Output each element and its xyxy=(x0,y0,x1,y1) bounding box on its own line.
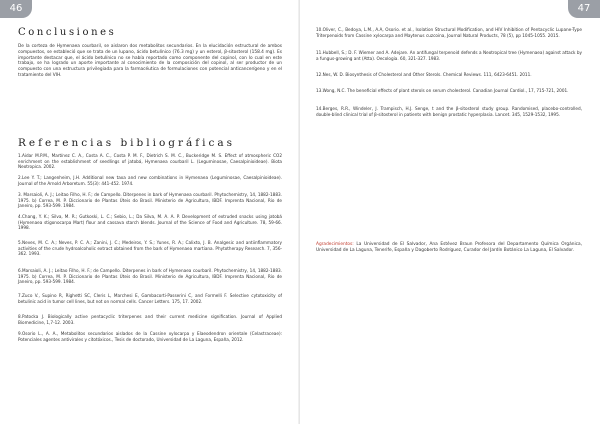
reference-item: 1.Aidar M.P.M., Martínez C. A., Costa A. C., Costa P. M. F., Dietrich S. M. C., Buckeridge M. S. Effect of atmospheric CO2 enrichment on the establishment of seedlings of jatobá, Hymenaea courbaril L. (Leguminosae, Caesalpinioideae). Biota Neotropica. 2002. xyxy=(18,153,282,170)
reference-item: 3. Marsaioli, A. J.; Leitao Filho, H. F.; de Campello. Diterpenes in bark of Hymenaea courbaril. Phytochemistry, 14, 1882-1883. 1975. b) Correa, M. P. Diccionario de Plantas Úteis do Brasil. Ministerio de Agricultura, IBDF. Imprenta Nacional, Rio de Janeiro, pp. 593-599. 1984. xyxy=(18,192,282,209)
references-heading: Referencias bibliográficas xyxy=(18,137,236,149)
reference-item: 11.Hubbell, S.; D. F. Wiemer and A. Adejare. An antifungal terpenoid defends a Neotropical tree (Hymenaea) against attack by a fungus-growing ant (Atta). Oecologia. 60, 321-327. 1983. xyxy=(316,50,582,61)
reference-item: 7.Zuco V., Supino R, Righetti SC, Cleris L, Marchesi E, Gambacorti-Passerini C, and Formelli F. Selective cytotoxicity of betulinic acid in tumor cell lines, but not on normal cells. Cancer Letters. 175, 17. 2002. xyxy=(18,293,282,304)
acknowledgments-label: Agradecimientos: xyxy=(316,242,354,247)
reference-item: 6.Marsaioli, A. J.; Leitao Filho, H. F.; de Campello. Diterpenes in bark of Hymenaea courbaril. Phytochemistry, 14, 1882-1883. 1975. b) Correa, M. P. Diccionario de Plantas Úteis do Brasil. Ministerio de Agricultura, IBDF. Imprenta Nacional, Rio de Janeiro, pp. 593-599. 1984. xyxy=(18,268,282,285)
page-number-right: 47 xyxy=(568,0,600,18)
reference-item: 5.Neves, M. C. A.; Neves, P. C. A.; Zanini, J. C.; Medeiros, Y. S.; Yunes, R. A.; Calixto, J. B. Analgesic and antiinflammatory activities of the crude hydroalcoholic extract obtained from the bark of Hymenaea martiana. Phytotherapy Research. 7, 356-362. 1993. xyxy=(18,240,282,257)
reference-item: 8.Patocka J. Biologically active pentacyclic triterpenes and their current medicine signification. Journal of Applied Biomedicine, 1,7-12. 2003. xyxy=(18,314,282,325)
reference-item: 12.Nes, W. D. Biosynthesis of Cholesterol and Other Sterols. Chemical Reviews. 111, 6423-6451. 2011. xyxy=(316,72,532,77)
right-page xyxy=(300,0,600,424)
reference-item: 14.Berges, R.R., Windeler, J. Trampisch, H.J. Senge, t and the β-sitosterol study group. Randomised, placebo-controlled, double-blind clinical trial of β-sitosterol in patients with benign prostatic hyperplasia. Lancet. 345, 1529-1532, 1995. xyxy=(316,106,582,117)
acknowledgments-text: La Universidad de El Salvador, Ana Estévez Braun Profesora del Departamento Química Orgánica, Universidad de La Laguna, Tenerife, España y Dagoberto Rodríguez, Curador del Jardín Botánico La Laguna, El Salvador. xyxy=(316,242,582,253)
page-number-left: 46 xyxy=(0,0,32,18)
reference-item: 10.Oliver, C., Bedoya, L.M., A.A, Osorio. et al., Isolation Structural Modification, and HIV Inhibition of Pentacyclic Lupane-Type Triterpenoids from Cassine xylocarpa and Maytenus cuzcoina, Journal Natural Products, 78 (5), pp 1045-1055. 2015. xyxy=(316,27,582,38)
reference-item: 4.Chang, Y. K.; Silva, M. R.; Gutkoski, L. C.; Sebio, L.; Da Silva, M. A. A. P. Development of extruded snacks using jatobá (Hymenaea stigonocarpa Mart) flour and cassava starch blends. Journal of the Science of Food and Agriculture. 78, 59-66. 1998. xyxy=(18,214,282,231)
reference-item: 13.Wong, N.C. The beneficial effects of plant sterols on serum cholesterol. Canadian Journal Cardiol., 17, 715-721, 2001. xyxy=(316,88,569,93)
acknowledgments xyxy=(316,242,582,254)
reference-item: 2.Lee Y. T.; Langenheim, J.H. Additional new taxa and new combinations in Hymenaea (Leguminosae, Caesalpinioideae). Journal of the Arnold Arboretum. 55(3): 441-452. 1974. xyxy=(18,175,282,186)
conclusions-heading: Conclusiones xyxy=(18,27,117,38)
reference-item: 9.Osorio L., A. A., Metabolitos secundarios aislados de la Cassine xylocarpa y Elaeodendron orientale (Celastraceae): Potenciales agentes antivirales y citotóxicos., Tesis de doctorado, Universidad de La Laguna, España, 2012. xyxy=(18,331,282,342)
conclusions-text: De la corteza de Hymenaea courbaril, se aislaron dos metabolitos secundarios. En la elucidación estructural de ambos compuestos, se estableció que se trata de un lupano, ácido betulínico (76.3 mg) y un esterol, β-sitosterol (158.4 mg). Es importante destacar que, el ácido betulínico no se había reportado como componente del copinol, con lo cual en este trabajo, se ha logrado un aporte importante al conocimiento de la composición del copinol, al ser productor de un compuesto con una estructura privilegiada para la farmacéutica de formulaciones con potencial anticancerígeno y en el tratamiento del VIH. xyxy=(18,44,282,78)
